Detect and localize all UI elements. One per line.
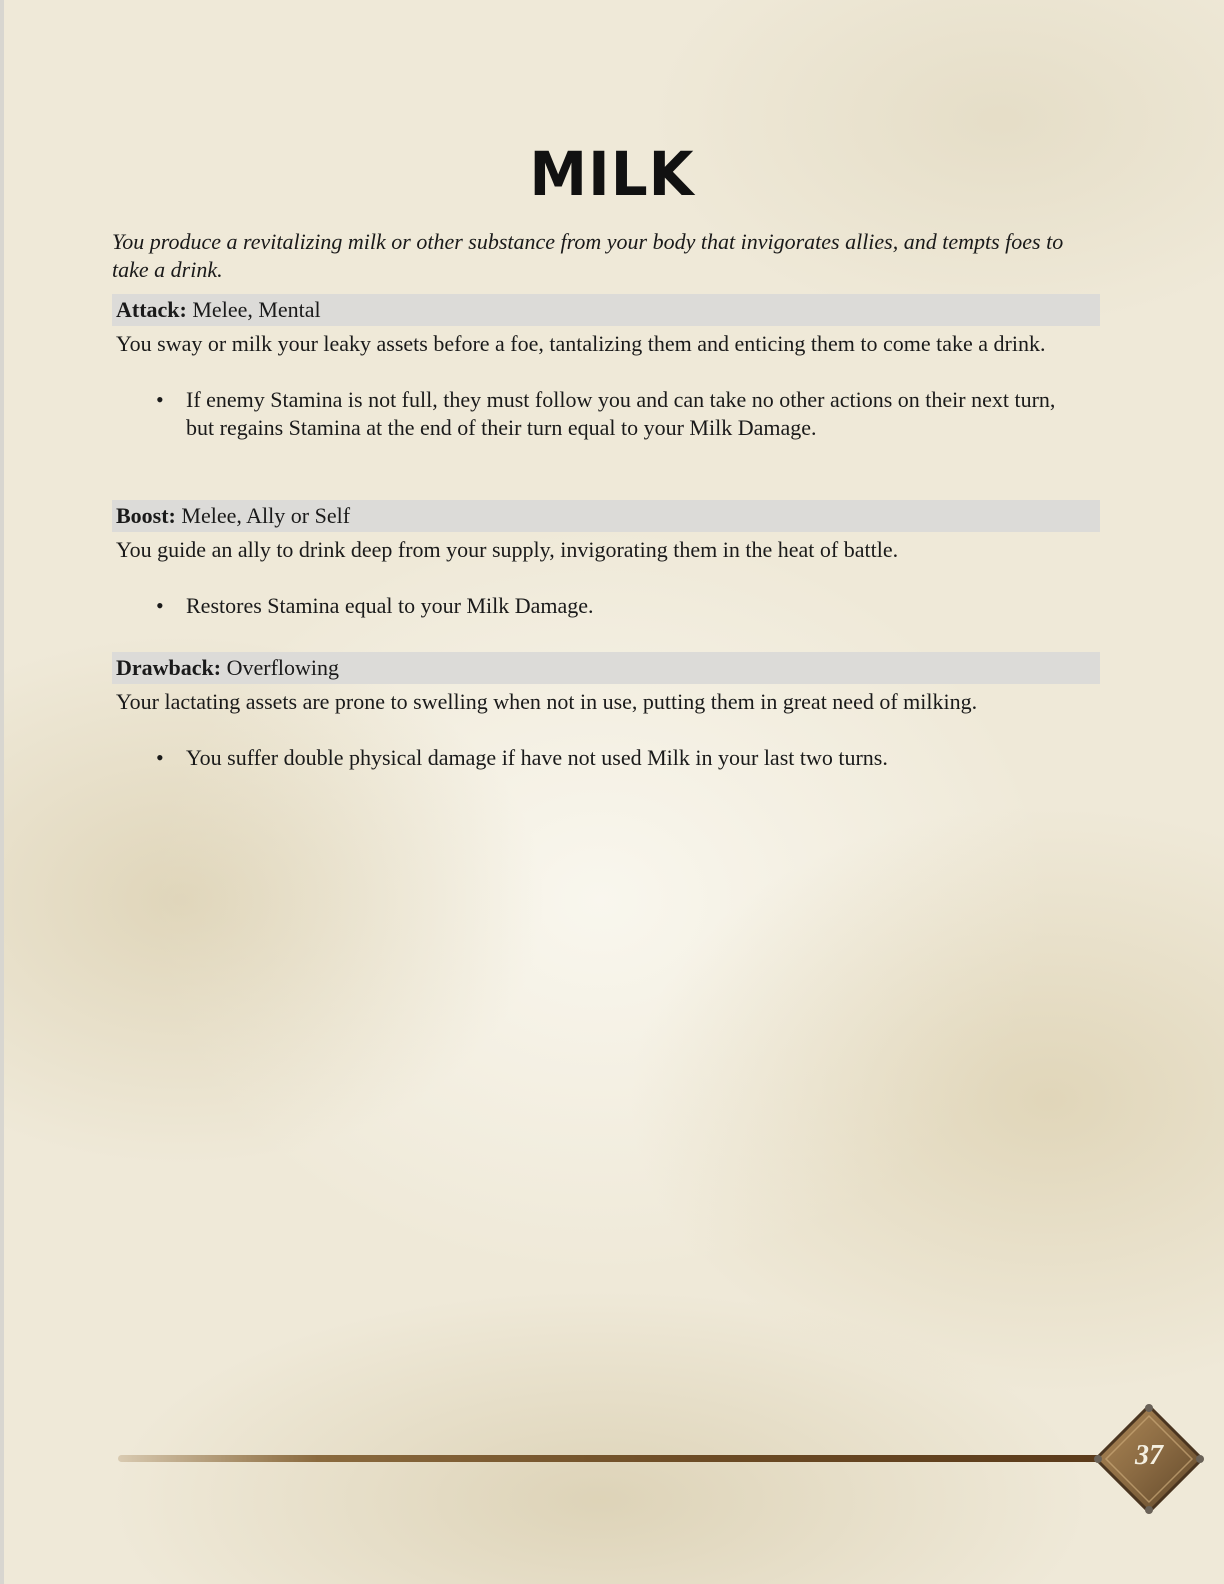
bullet-text: If enemy Stamina is not full, they must follow you and can take no other actions on their next turn, but regains Stamina at the end of their turn equal to your Milk Damage. bbox=[186, 387, 1056, 440]
section-header-attack bbox=[112, 294, 1100, 326]
bullet-text: Restores Stamina equal to your Milk Damage. bbox=[186, 593, 594, 618]
list-item bbox=[112, 744, 1080, 772]
intro-block bbox=[112, 228, 1102, 296]
section-description: You guide an ally to drink deep from your supply, invigorating them in the heat of battle. bbox=[116, 537, 899, 562]
section-header-drawback bbox=[112, 652, 1100, 684]
section-label: Attack: bbox=[116, 297, 187, 322]
page-title: MILK bbox=[529, 138, 695, 210]
bullet-list bbox=[112, 592, 1100, 620]
list-item bbox=[112, 386, 1080, 442]
bullet-icon: • bbox=[156, 593, 164, 618]
section-value: Overflowing bbox=[226, 655, 340, 680]
bullet-list bbox=[112, 386, 1100, 442]
section-label: Boost: bbox=[116, 503, 176, 528]
section-description: Your lactating assets are prone to swelling when not in use, putting them in great need of milking. bbox=[116, 689, 978, 714]
section-drawback bbox=[112, 652, 1100, 772]
page-left-edge bbox=[0, 0, 4, 1584]
section-boost bbox=[112, 500, 1100, 620]
bullet-text: You suffer double physical damage if have not used Milk in your last two turns. bbox=[186, 745, 888, 770]
section-value: Melee, Mental bbox=[192, 297, 321, 322]
page-number: 37 bbox=[1135, 1440, 1163, 1471]
bullet-icon: • bbox=[156, 745, 164, 770]
section-attack bbox=[112, 294, 1100, 442]
section-value: Melee, Ally or Self bbox=[181, 503, 351, 528]
bullet-icon: • bbox=[156, 387, 164, 412]
section-description: You sway or milk your leaky assets before a foe, tantalizing them and enticing them to come take a drink. bbox=[116, 331, 1046, 356]
footer-divider bbox=[118, 1455, 1118, 1462]
intro-text: You produce a revitalizing milk or other substance from your body that invigorates allies, and tempts foes to take a drink. bbox=[112, 229, 1064, 282]
section-header-boost bbox=[112, 500, 1100, 532]
bullet-list bbox=[112, 744, 1100, 772]
list-item bbox=[112, 592, 1080, 620]
section-label: Drawback: bbox=[116, 655, 222, 680]
